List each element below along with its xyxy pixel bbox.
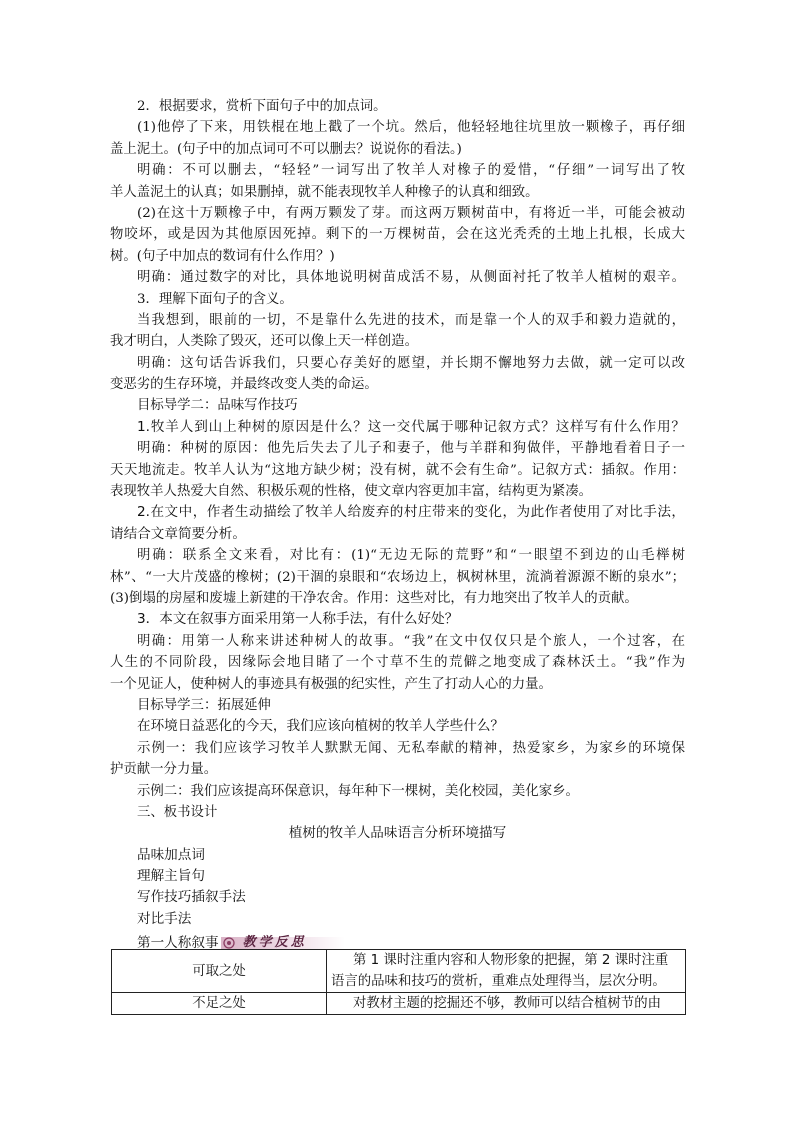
- document-body: [110, 96, 685, 955]
- paragraph-line: (2)在这十万颗橡子中，有两万颗发了芽。而这两万颗树苗中，有将近一半，可能会被动: [137, 205, 685, 221]
- row-content-line: 对教材主题的挖掘还不够，教师可以结合植树节的由: [353, 996, 661, 1011]
- paragraph-line: 我才明白，人类除了毁灭，还可以像上天一样创造。: [110, 334, 418, 350]
- question-heading: 2.在文中，作者生动描绘了牧羊人给废弃的村庄带来的变化，为此作者使用了对比手法，: [137, 504, 685, 521]
- paragraph-line: 明确：用第一人称来讲述种树人的故事。“我”在文中仅仅只是个旅人，一个过客，在: [137, 633, 685, 649]
- question-heading: 请结合文章简要分析。: [110, 525, 246, 542]
- paragraph-line: 变恶劣的生存环境，并最终改变人类的命运。: [110, 377, 378, 393]
- paragraph-line: 羊人盖泥土的认真；如果删掉，就不能表现牧羊人种橡子的认真和细致。: [110, 184, 539, 200]
- paragraph-line: 一个见证人，使种树人的事迹具有极强的纪实性，产生了打动人心的力量。: [110, 676, 552, 692]
- paragraph-line: 明确：不可以删去，“轻轻”一词写出了牧羊人对橡子的爱惜，“仔细”一词写出了牧: [137, 163, 685, 179]
- paragraph-line: (1)他停了下来，用铁棍在地上戳了一个坑。然后，他轻轻地往坑里放一颗橡子，再仔细: [137, 120, 685, 136]
- paragraph-line: 明确：通过数字的对比，具体地说明树苗成活不易，从侧面衬托了牧羊人植树的艰辛。: [137, 270, 685, 286]
- paragraph-line: 明确：联系全文来看，对比有：(1)“无边无际的荒野”和“一眼望不到边的山毛榉树: [137, 548, 685, 564]
- banner-text: 教学反思: [242, 934, 307, 950]
- section-heading: 目标导学二：品味写作技巧: [137, 398, 298, 414]
- row-label: 不足之处: [112, 993, 327, 1015]
- row-content-line: 第 1 课时注重内容和人物形象的把握，第 2 课时注重: [353, 953, 669, 968]
- paragraph-line: 林”、“一大片茂盛的橡树；(2)干涸的泉眼和“农场边上，枫树林里，流淌着源源不断的泉水”；: [110, 569, 685, 585]
- board-item: 品味加点词: [137, 846, 205, 863]
- paragraph-line: 示例二：我们应该提高环保意识，每年种下一棵树，美化校园，美化家乡。: [137, 783, 579, 799]
- row-label: 可取之处: [112, 950, 327, 993]
- row-content-line: 语言的品味和技巧的赏析，重难点处理得当，层次分明。: [331, 974, 666, 989]
- paragraph-line: 示例一：我们应该学习牧羊人默默无闻、无私奉献的精神，热爱家乡，为家乡的环境保: [137, 740, 685, 756]
- board-item: 对比手法: [137, 910, 192, 927]
- paragraph-line: 盖上泥土。(句子中的加点词可不可以删去？说说你的看法。): [110, 141, 462, 157]
- paragraph-line: 树。(句子中加点的数词有什么作用？): [110, 248, 335, 264]
- question-heading: 3．理解下面句子的含义。: [137, 291, 293, 307]
- paragraph-line: (3)倒塌的房屋和废墟上新建的干净农舍。作用：这些对比，有力地突出了牧羊人的贡献。: [110, 590, 638, 606]
- paragraph-line: 人生的不同阶段，因缘际会地目睹了一个寸草不生的荒僻之地变成了森林沃土。“我”作为: [110, 655, 685, 671]
- question-heading: 2．根据要求，赏析下面句子中的加点词。: [137, 99, 387, 114]
- row-content: [327, 950, 686, 993]
- paragraph-line: 明确：种树的原因：他先后失去了儿子和妻子，他与羊群和狗做伴，平静地看着日子一: [137, 441, 685, 457]
- paragraph-line: 明确：这句话告诉我们，只要心存美好的愿望，并长期不懈地努力去做，就一定可以改: [137, 355, 685, 371]
- table-row: [112, 950, 686, 993]
- question-heading: 在环境日益恶化的今天，我们应该向植树的牧羊人学些什么？: [137, 718, 505, 735]
- board-item: 写作技巧插叙手法: [137, 889, 246, 906]
- paragraph-line: 护贡献一分力量。: [110, 762, 218, 778]
- question-heading: 1.牧羊人到山上种树的原因是什么？这一交代属于哪种记叙方式？这样写有什么作用？: [137, 418, 685, 435]
- section-heading: 目标导学三：拓展延伸: [137, 697, 271, 713]
- board-item-text: 第一人称叙事: [137, 935, 219, 952]
- board-item: 理解主旨句: [137, 868, 205, 885]
- paragraph-line: 物咬坏，或是因为其他原因死掉。剩下的一万棵树苗，会在这光秃秃的土地上扎根，长成大: [110, 227, 685, 243]
- board-title: 植树的牧羊人品味语言分析环境描写: [288, 825, 507, 842]
- row-content: [327, 993, 686, 1015]
- reflection-table: [111, 949, 686, 1015]
- section-heading: 三、板书设计: [137, 804, 218, 820]
- paragraph-line: 当我想到，眼前的一切，不是靠什么先进的技术，而是靠一个人的双手和毅力造就的，: [137, 312, 685, 328]
- paragraph-line: 表现牧羊人热爱大自然、积极乐观的性格，使文章内容更加丰富，结构更为紧凑。: [110, 484, 593, 500]
- question-heading: 3．本文在叙事方面采用第一人称手法，有什么好处？: [137, 611, 459, 628]
- table-row: [112, 993, 686, 1015]
- paragraph-line: 天天地流走。牧羊人认为“这地方缺少树；没有树，就不会有生命”。记叙方式：插叙。作用：: [110, 462, 685, 478]
